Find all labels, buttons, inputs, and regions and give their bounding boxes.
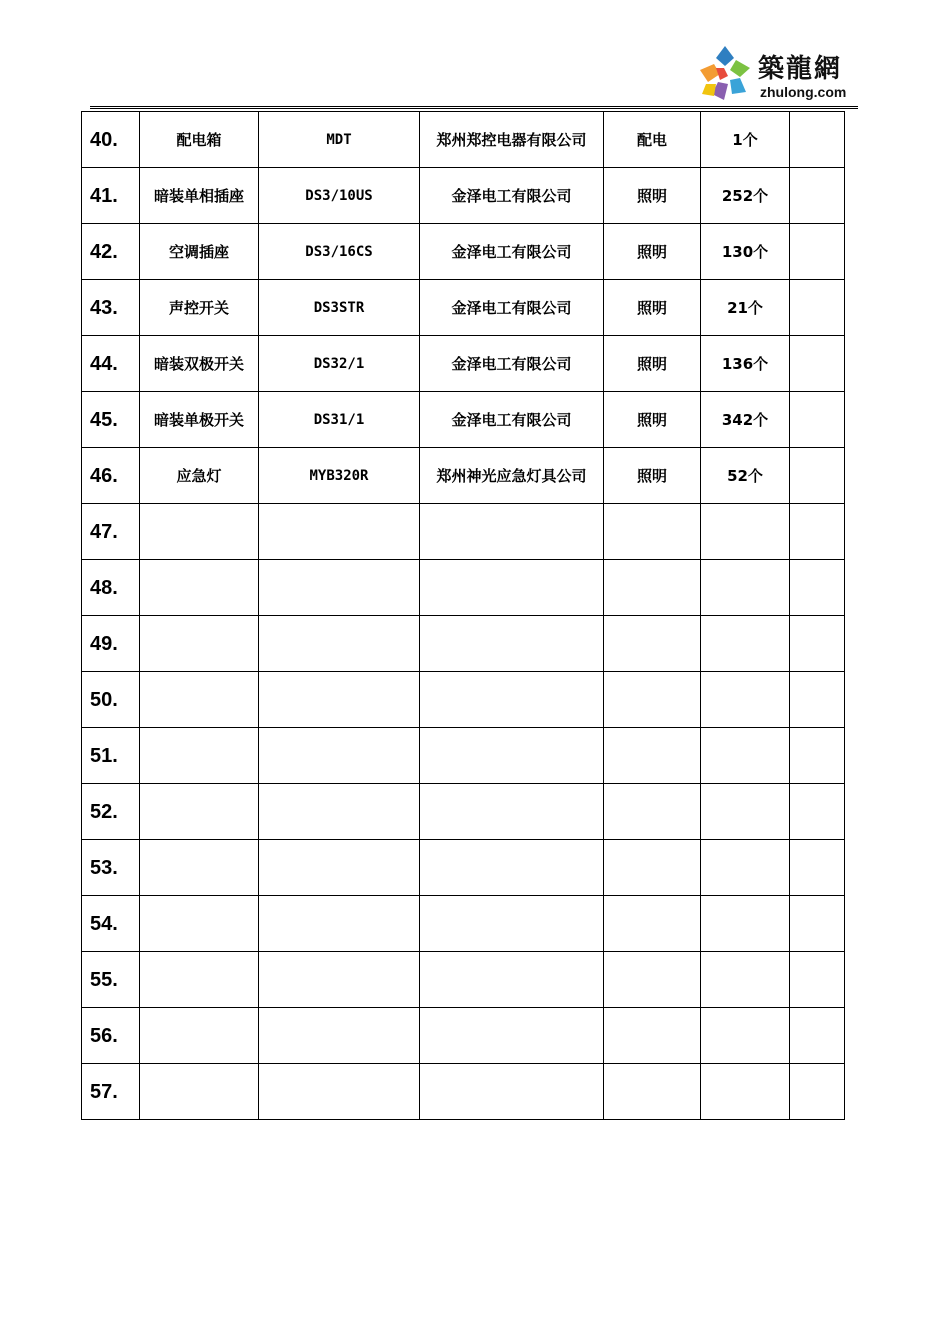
item-quantity: 1个 (701, 112, 790, 168)
item-name (140, 504, 259, 560)
item-usage (604, 784, 701, 840)
item-note (790, 448, 845, 504)
item-manufacturer (420, 728, 604, 784)
item-name: 空调插座 (140, 224, 259, 280)
item-name: 配电箱 (140, 112, 259, 168)
item-manufacturer (420, 504, 604, 560)
zhulong-logo-icon (694, 44, 756, 106)
item-model: DS3STR (259, 280, 420, 336)
item-model (259, 840, 420, 896)
item-usage (604, 952, 701, 1008)
item-model (259, 672, 420, 728)
item-quantity (701, 1008, 790, 1064)
table-row (82, 840, 845, 896)
item-quantity (701, 616, 790, 672)
item-manufacturer (420, 784, 604, 840)
item-model (259, 504, 420, 560)
row-number: 49. (82, 616, 140, 672)
item-note (790, 560, 845, 616)
item-usage (604, 560, 701, 616)
item-model (259, 728, 420, 784)
item-name (140, 560, 259, 616)
table-row (82, 224, 845, 280)
item-note (790, 952, 845, 1008)
item-usage: 照明 (604, 336, 701, 392)
zhulong-logo (694, 44, 864, 104)
item-manufacturer: 金泽电工有限公司 (420, 224, 604, 280)
item-name (140, 952, 259, 1008)
item-usage (604, 1008, 701, 1064)
logo-english-text: zhulong.com (760, 84, 847, 100)
item-usage (604, 616, 701, 672)
table-row (82, 504, 845, 560)
item-manufacturer (420, 616, 604, 672)
row-number: 50. (82, 672, 140, 728)
item-quantity (701, 840, 790, 896)
item-usage (604, 840, 701, 896)
item-name: 暗装单极开关 (140, 392, 259, 448)
item-manufacturer (420, 840, 604, 896)
item-quantity (701, 560, 790, 616)
item-model (259, 784, 420, 840)
row-number: 48. (82, 560, 140, 616)
item-model: DS3/16CS (259, 224, 420, 280)
item-usage: 配电 (604, 112, 701, 168)
item-name: 应急灯 (140, 448, 259, 504)
header-rule (90, 106, 858, 109)
item-note (790, 784, 845, 840)
row-number: 51. (82, 728, 140, 784)
item-usage: 照明 (604, 392, 701, 448)
item-note (790, 1064, 845, 1120)
item-name (140, 840, 259, 896)
item-manufacturer: 金泽电工有限公司 (420, 280, 604, 336)
item-usage: 照明 (604, 168, 701, 224)
item-note (790, 840, 845, 896)
item-usage (604, 896, 701, 952)
item-usage: 照明 (604, 224, 701, 280)
item-model: MYB320R (259, 448, 420, 504)
item-manufacturer: 郑州神光应急灯具公司 (420, 448, 604, 504)
table-row (82, 896, 845, 952)
row-number: 42. (82, 224, 140, 280)
row-number: 53. (82, 840, 140, 896)
item-usage (604, 728, 701, 784)
item-manufacturer: 金泽电工有限公司 (420, 336, 604, 392)
item-name (140, 616, 259, 672)
row-number: 47. (82, 504, 140, 560)
item-name (140, 728, 259, 784)
item-manufacturer: 郑州郑控电器有限公司 (420, 112, 604, 168)
item-manufacturer (420, 672, 604, 728)
item-model: DS32/1 (259, 336, 420, 392)
item-name (140, 1008, 259, 1064)
item-name (140, 896, 259, 952)
logo-chinese-text: 築龍網 (758, 54, 843, 84)
item-usage (604, 1064, 701, 1120)
row-number: 43. (82, 280, 140, 336)
item-model: MDT (259, 112, 420, 168)
item-model (259, 1008, 420, 1064)
item-quantity: 21个 (701, 280, 790, 336)
table-row (82, 280, 845, 336)
item-name: 暗装单相插座 (140, 168, 259, 224)
item-name: 暗装双极开关 (140, 336, 259, 392)
table-row (82, 1064, 845, 1120)
equipment-table (81, 111, 845, 1120)
table-row (82, 168, 845, 224)
item-note (790, 336, 845, 392)
item-model (259, 952, 420, 1008)
row-number: 41. (82, 168, 140, 224)
item-manufacturer (420, 952, 604, 1008)
item-note (790, 1008, 845, 1064)
table-row (82, 672, 845, 728)
item-manufacturer (420, 560, 604, 616)
item-note (790, 616, 845, 672)
item-model (259, 560, 420, 616)
table-body (82, 112, 845, 1120)
item-note (790, 224, 845, 280)
item-quantity (701, 1064, 790, 1120)
item-note (790, 112, 845, 168)
item-model: DS3/10US (259, 168, 420, 224)
item-quantity (701, 896, 790, 952)
row-number: 57. (82, 1064, 140, 1120)
item-quantity (701, 504, 790, 560)
item-quantity: 52个 (701, 448, 790, 504)
row-number: 40. (82, 112, 140, 168)
item-quantity: 136个 (701, 336, 790, 392)
item-manufacturer (420, 896, 604, 952)
table-row (82, 112, 845, 168)
table-row (82, 560, 845, 616)
row-number: 44. (82, 336, 140, 392)
item-quantity (701, 784, 790, 840)
table-row (82, 952, 845, 1008)
item-quantity (701, 952, 790, 1008)
item-quantity: 342个 (701, 392, 790, 448)
row-number: 54. (82, 896, 140, 952)
row-number: 52. (82, 784, 140, 840)
item-note (790, 728, 845, 784)
item-name: 声控开关 (140, 280, 259, 336)
table-row (82, 784, 845, 840)
item-usage (604, 504, 701, 560)
item-quantity: 130个 (701, 224, 790, 280)
item-name (140, 672, 259, 728)
item-name (140, 1064, 259, 1120)
row-number: 56. (82, 1008, 140, 1064)
item-quantity (701, 728, 790, 784)
table-row (82, 728, 845, 784)
item-manufacturer: 金泽电工有限公司 (420, 392, 604, 448)
item-quantity (701, 672, 790, 728)
table-row (82, 392, 845, 448)
item-note (790, 280, 845, 336)
item-note (790, 672, 845, 728)
row-number: 45. (82, 392, 140, 448)
table-row (82, 616, 845, 672)
item-manufacturer: 金泽电工有限公司 (420, 168, 604, 224)
table-row (82, 336, 845, 392)
item-usage: 照明 (604, 280, 701, 336)
item-model (259, 896, 420, 952)
item-note (790, 504, 845, 560)
item-manufacturer (420, 1008, 604, 1064)
item-name (140, 784, 259, 840)
table-row (82, 1008, 845, 1064)
item-manufacturer (420, 1064, 604, 1120)
item-model: DS31/1 (259, 392, 420, 448)
row-number: 46. (82, 448, 140, 504)
row-number: 55. (82, 952, 140, 1008)
item-usage (604, 672, 701, 728)
item-model (259, 1064, 420, 1120)
item-usage: 照明 (604, 448, 701, 504)
item-note (790, 896, 845, 952)
item-note (790, 168, 845, 224)
item-note (790, 392, 845, 448)
item-model (259, 616, 420, 672)
table-row (82, 448, 845, 504)
item-quantity: 252个 (701, 168, 790, 224)
